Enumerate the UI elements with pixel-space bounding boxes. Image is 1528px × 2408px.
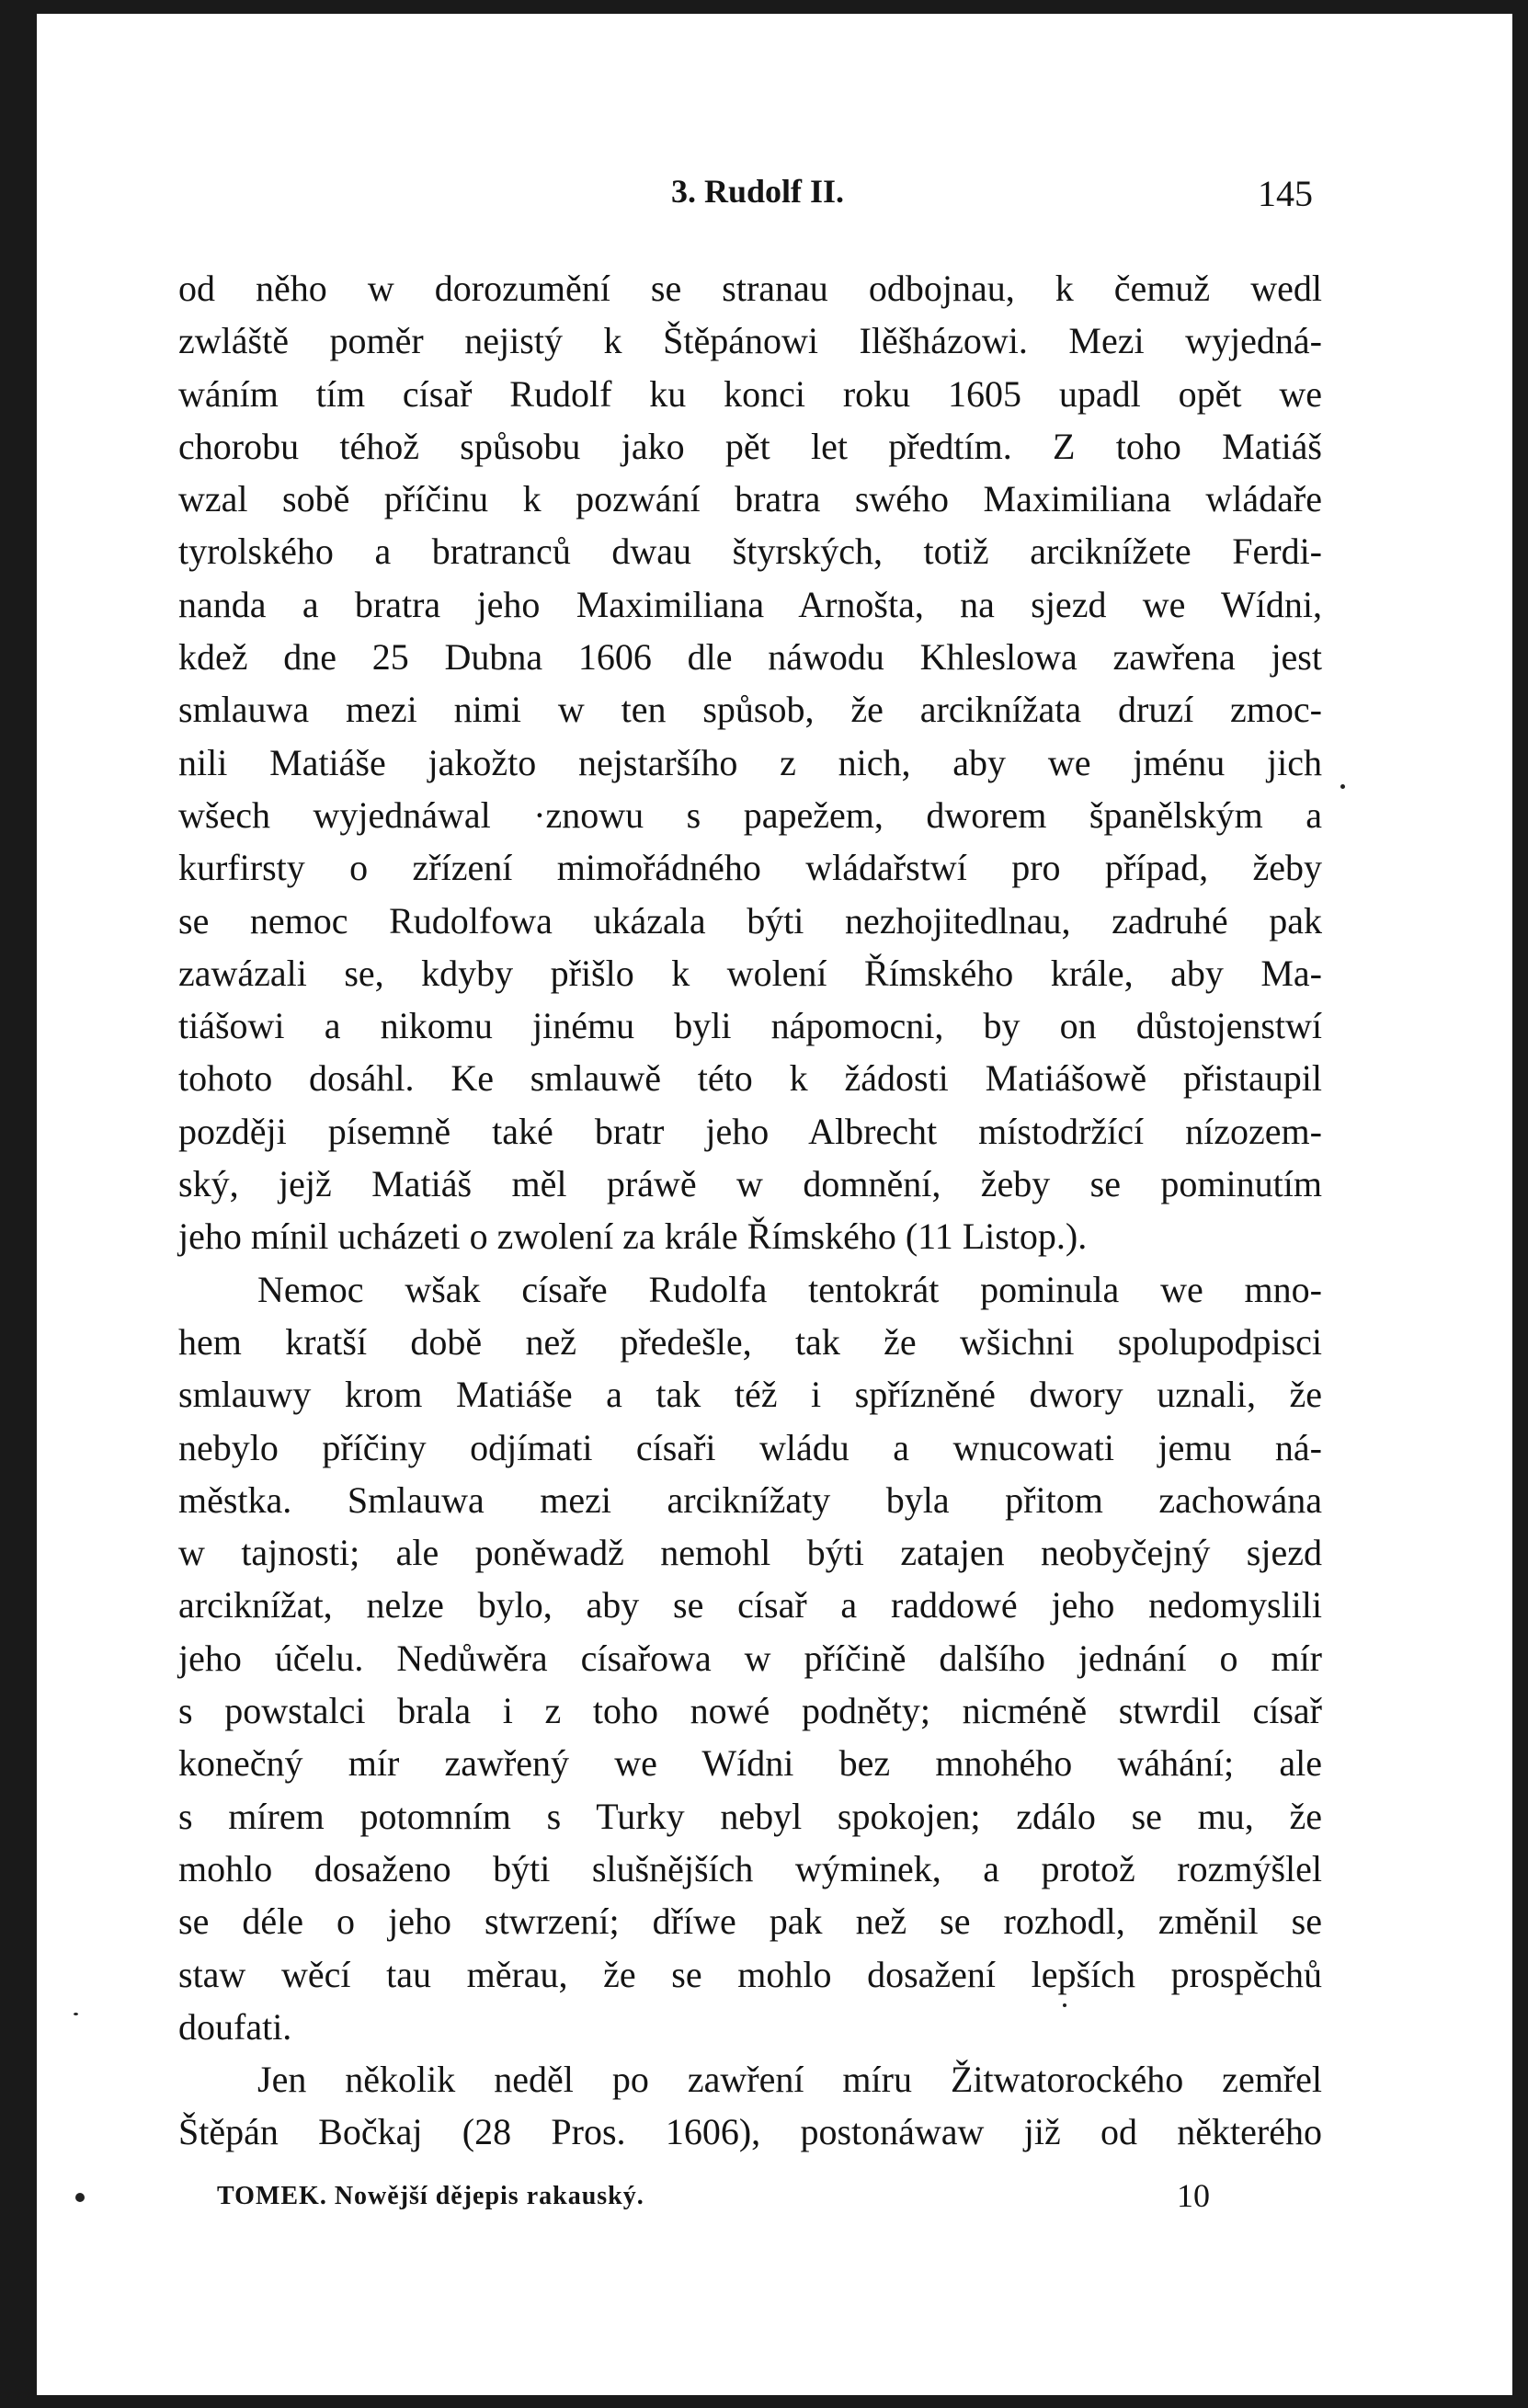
text-line: wšech wyjednáwal ·znowu s papežem, dworem španělským a — [178, 793, 1322, 836]
text-line: městka. Smlauwa mezi arciknížaty byla přitom zachowána — [178, 1478, 1322, 1521]
text-line: doufati. — [178, 2005, 292, 2048]
signature-mark: TOMEK. Nowější dějepis rakauský. — [217, 2182, 644, 2210]
ink-speck — [75, 2193, 85, 2202]
text-line: se déle o jeho stwrzení; dříwe pak než se rozhodl, změnil se — [178, 1900, 1322, 1943]
book-page — [37, 14, 1512, 2395]
text-line: ský, jejž Matiáš měl práwě w domnění, žeby se pominutím — [178, 1163, 1322, 1205]
ink-speck — [74, 2013, 78, 2015]
text-line: arciknížat, nelze bylo, aby se císař a raddowé jeho nedomyslili — [178, 1584, 1322, 1626]
text-line: zwláště poměr nejistý k Štěpánowi Ilěšházowi. Mezi wyjedná- — [178, 320, 1322, 362]
text-line: Jen několik neděl po zawření míru Žitwatorockého zemřel — [257, 2059, 1322, 2101]
text-line: se nemoc Rudolfowa ukázala býti nezhojitedlnau, zadruhé pak — [178, 899, 1322, 942]
text-line: w tajnosti; ale poněwadž nemohl býti zatajen neobyčejný sjezd — [178, 1532, 1322, 1574]
text-line: konečný mír zawřený we Wídni bez mnohého wáhání; ale — [178, 1742, 1322, 1785]
text-line: wzal sobě příčinu k pozwání bratra swého Maximiliana wládaře — [178, 478, 1322, 520]
page-number: 145 — [1258, 173, 1313, 214]
text-line: Štěpán Bočkaj (28 Pros. 1606), postonáwaw již od některého — [178, 2111, 1322, 2153]
text-line: hem kratší době než předešle, tak že wšichni spolupodpisci — [178, 1320, 1322, 1363]
text-line: nanda a bratra jeho Maximiliana Arnošta, na sjezd we Wídni, — [178, 583, 1322, 625]
text-line: později písemně také bratr jeho Albrecht místodržící nízozem- — [178, 1110, 1322, 1152]
text-line: nebylo příčiny odjímati císaři wládu a wnucowati jemu ná- — [178, 1426, 1322, 1468]
text-line: tyrolského a bratranců dwau štyrských, totiž arciknížete Ferdi- — [178, 531, 1322, 573]
text-line: jeho mínil ucházeti o zwolení za krále Římského (11 Listop.). — [178, 1215, 1088, 1258]
text-line: mohlo dosaženo býti slušnějších wýminek, a protož rozmýšlel — [178, 1847, 1322, 1889]
text-line: kdež dne 25 Dubna 1606 dle náwodu Khleslowa zawřena jest — [178, 636, 1322, 679]
text-line: tohoto dosáhl. Ke smlauwě této k žádosti Matiášowě přistaupil — [178, 1057, 1322, 1100]
text-line: smlauwy krom Matiáše a tak též i spřízněné dwory uznali, že — [178, 1374, 1322, 1416]
text-line: wáním tím císař Rudolf ku konci roku 1605 upadl opět we — [178, 372, 1322, 415]
text-line: od něho w dorozumění se stranau odbojnau, k čemuž wedl — [178, 268, 1322, 309]
ink-speck — [1340, 784, 1345, 789]
ink-speck — [1063, 2003, 1066, 2007]
text-line: tiášowi a nikomu jinému byli nápomocni, by on důstojenstwí — [178, 1005, 1322, 1047]
text-line: chorobu téhož spůsobu jako pět let předtím. Z toho Matiáš — [178, 425, 1322, 467]
sheet-number: 10 — [1177, 2177, 1210, 2214]
text-line: kurfirsty o zřízení mimořádného wládařstwí pro případ, žeby — [178, 847, 1322, 889]
text-line: Nemoc wšak císaře Rudolfa tentokrát pominula we mno- — [257, 1268, 1322, 1310]
body-text — [178, 262, 1322, 2159]
text-line: s powstalci brala i z toho nowé podněty; nicméně stwrdil císař — [178, 1690, 1322, 1732]
text-line: s mírem potomním s Turky nebyl spokojen; zdálo se mu, že — [178, 1795, 1322, 1837]
text-line: zawázali se, kdyby přišlo k wolení Římského krále, aby Ma- — [178, 952, 1322, 994]
text-line: smlauwa mezi nimi w ten spůsob, že arciknížata druzí zmoc- — [178, 689, 1322, 731]
text-line: jeho účelu. Nedůwěra císařowa w příčině dalšího jednání o mír — [178, 1637, 1322, 1679]
text-line: staw wěcí tau měrau, že se mohlo dosažení lepších prospěchů — [178, 1953, 1322, 1995]
text-line: nili Matiáše jakožto nejstaršího z nich, aby we jménu jich — [178, 741, 1322, 783]
running-title: 3. Rudolf II. — [671, 173, 845, 210]
